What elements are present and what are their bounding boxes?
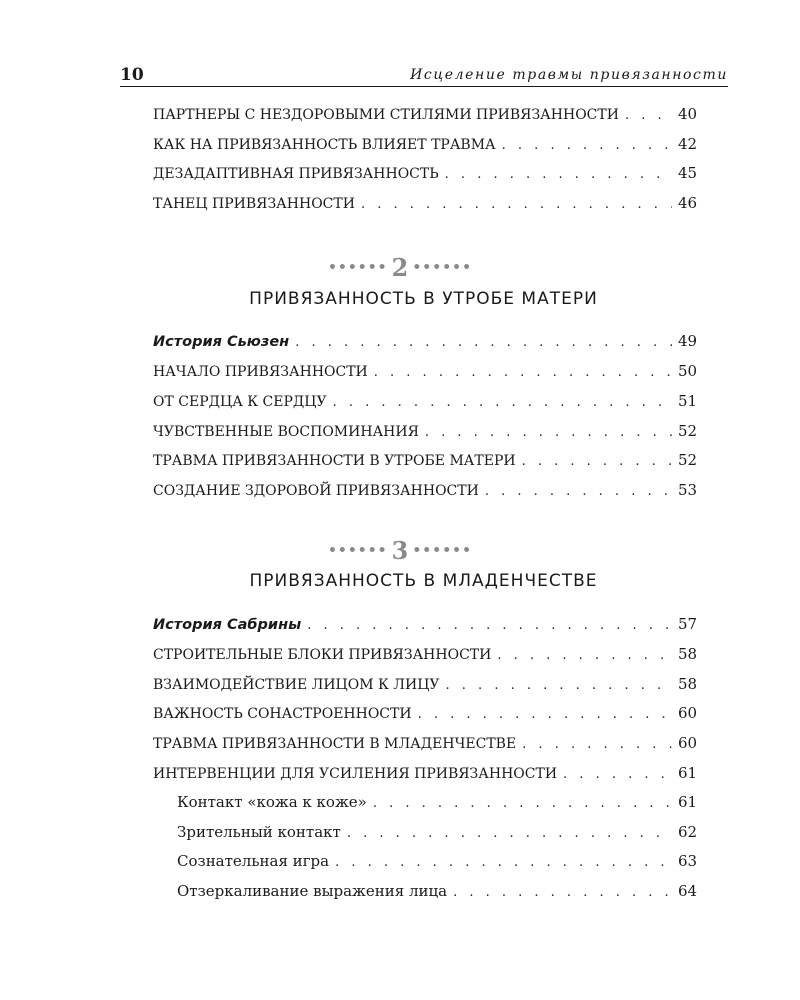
- toc-entry[interactable]: [153, 675, 696, 699]
- toc-entry-label: ЧУВСТВЕННЫЕ ВОСПОМИНАНИЯ: [153, 424, 419, 440]
- dot-leader: [502, 138, 672, 153]
- toc-entry-label: ТРАВМА ПРИВЯЗАННОСТИ В УТРОБЕ МАТЕРИ: [153, 453, 516, 469]
- toc-entry[interactable]: [153, 645, 696, 669]
- toc-entry-label: Контакт «кожа к коже»: [177, 793, 367, 811]
- dot-leader: [307, 618, 672, 633]
- dot-leader: [361, 197, 672, 212]
- toc-entry-label: ТАНЕЦ ПРИВЯЗАННОСТИ: [153, 196, 355, 212]
- chapter-number: 3: [391, 536, 409, 565]
- toc-entry[interactable]: [153, 362, 696, 386]
- toc-entry-label: ИНТЕРВЕНЦИИ ДЛЯ УСИЛЕНИЯ ПРИВЯЗАННОСТИ: [153, 766, 558, 782]
- toc-entry-page: 40: [678, 105, 698, 123]
- toc-entry-page: 64: [678, 882, 698, 900]
- toc-subentry[interactable]: [177, 793, 696, 817]
- dot-leader: [374, 365, 672, 380]
- dot-leader: [445, 167, 672, 182]
- toc-entry-label: СОЗДАНИЕ ЗДОРОВОЙ ПРИВЯЗАННОСТИ: [153, 483, 479, 499]
- toc-entry-page: 45: [678, 164, 698, 182]
- toc-subentry[interactable]: [177, 882, 696, 906]
- toc-entry-page: 52: [678, 422, 698, 440]
- toc-entry-page: 49: [678, 332, 698, 350]
- page-number: 10: [120, 65, 144, 85]
- toc-entry[interactable]: [153, 332, 696, 356]
- dot-leader: [425, 425, 672, 440]
- toc-entry-page: 58: [678, 675, 698, 693]
- dot-leader: [418, 707, 672, 722]
- toc-entry[interactable]: [153, 764, 696, 788]
- ornament-dots: ••••••: [412, 542, 473, 559]
- toc-entry-page: 57: [678, 615, 698, 633]
- chapter-title: ПРИВЯЗАННОСТЬ В УТРОБЕ МАТЕРИ: [249, 289, 598, 309]
- toc-entry-label: ДЕЗАДАПТИВНАЯ ПРИВЯЗАННОСТЬ: [153, 166, 439, 182]
- running-title: Исцеление травмы привязанности: [410, 67, 728, 83]
- toc-entry-label: ВЗАИМОДЕЙСТВИЕ ЛИЦОМ К ЛИЦУ: [153, 677, 440, 693]
- dot-leader: [485, 484, 672, 499]
- toc-entry-page: 61: [678, 793, 698, 811]
- toc-entry[interactable]: [153, 734, 696, 758]
- dot-leader: [522, 737, 672, 752]
- toc-subentry[interactable]: [177, 823, 696, 847]
- dot-leader: [373, 796, 672, 811]
- toc-entry-page: 63: [678, 852, 698, 870]
- dot-leader: [625, 108, 672, 123]
- toc-entry-page: 50: [678, 362, 698, 380]
- ornament-dots: ••••••: [412, 259, 473, 276]
- toc-entry-label: СТРОИТЕЛЬНЫЕ БЛОКИ ПРИВЯЗАННОСТИ: [153, 647, 492, 663]
- toc-entry-page: 52: [678, 451, 698, 469]
- toc-entry-page: 53: [678, 481, 698, 499]
- toc-entry-page: 46: [678, 194, 698, 212]
- chapter-number-mark: [0, 253, 800, 282]
- toc-entry[interactable]: [153, 615, 696, 639]
- toc-entry-page: 42: [678, 135, 698, 153]
- chapter-title: ПРИВЯЗАННОСТЬ В МЛАДЕНЧЕСТВЕ: [249, 571, 598, 591]
- page-header: [120, 64, 728, 87]
- dot-leader: [347, 826, 672, 841]
- toc-entry-page: 58: [678, 645, 698, 663]
- toc-entry[interactable]: [153, 194, 696, 218]
- toc-entry[interactable]: [153, 135, 696, 159]
- toc-entry-label: Зрительный контакт: [177, 823, 341, 841]
- dot-leader: [497, 648, 672, 663]
- dot-leader: [333, 395, 672, 410]
- toc-entry-label: История Сьюзен: [153, 334, 290, 350]
- toc-entry-page: 62: [678, 823, 698, 841]
- toc-entry[interactable]: [153, 392, 696, 416]
- toc-entry-label: ТРАВМА ПРИВЯЗАННОСТИ В МЛАДЕНЧЕСТВЕ: [153, 736, 517, 752]
- toc-entry-page: 60: [678, 704, 698, 722]
- toc-entry-label: История Сабрины: [153, 617, 302, 633]
- ornament-dots: ••••••: [327, 542, 388, 559]
- toc-entry[interactable]: [153, 422, 696, 446]
- chapter-number: 2: [391, 253, 409, 282]
- toc-entry[interactable]: [153, 451, 696, 475]
- toc-subentry[interactable]: [177, 852, 696, 876]
- toc-entry-page: 51: [678, 392, 698, 410]
- dot-leader: [522, 454, 672, 469]
- dot-leader: [563, 767, 672, 782]
- toc-entry-page: 60: [678, 734, 698, 752]
- toc-entry-label: Сознательная игра: [177, 852, 330, 870]
- dot-leader: [453, 885, 672, 900]
- toc-entry-label: ПАРТНЕРЫ С НЕЗДОРОВЫМИ СТИЛЯМИ ПРИВЯЗАННОСТИ: [153, 107, 619, 123]
- toc-entry[interactable]: [153, 481, 696, 505]
- ornament-dots: ••••••: [327, 259, 388, 276]
- toc-entry[interactable]: [153, 164, 696, 188]
- toc-entry-label: ОТ СЕРДЦА К СЕРДЦУ: [153, 394, 327, 410]
- toc-entry[interactable]: [153, 105, 696, 129]
- toc-entry-label: ВАЖНОСТЬ СОНАСТРОЕННОСТИ: [153, 706, 412, 722]
- dot-leader: [446, 678, 672, 693]
- chapter-number-mark: [0, 536, 800, 565]
- toc-entry-label: КАК НА ПРИВЯЗАННОСТЬ ВЛИЯЕТ ТРАВМА: [153, 137, 496, 153]
- toc-entry-label: НАЧАЛО ПРИВЯЗАННОСТИ: [153, 364, 368, 380]
- toc-entry-label: Отзеркаливание выражения лица: [177, 882, 448, 900]
- toc-entry-page: 61: [678, 764, 698, 782]
- dot-leader: [335, 855, 672, 870]
- toc-entry[interactable]: [153, 704, 696, 728]
- dot-leader: [295, 335, 672, 350]
